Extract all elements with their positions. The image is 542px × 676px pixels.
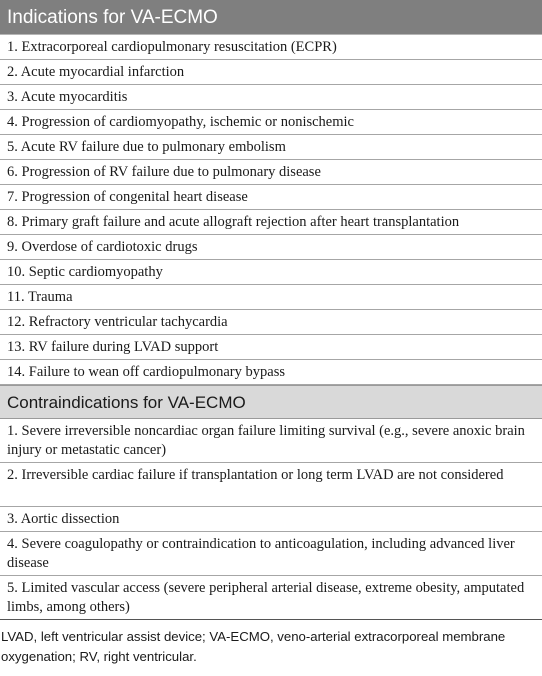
contraindication-row-4: 4. Severe coagulopathy or contraindication to anticoagulation, including advanced liver disease (0, 532, 542, 576)
table-footnote: LVAD, left ventricular assist device; VA-ECMO, veno-arterial extracorporeal membrane oxygenation; RV, right ventricular. (1, 629, 506, 664)
contraindication-row-5: 5. Limited vascular access (severe peripheral arterial disease, extreme obesity, amputated limbs, among others) (0, 576, 542, 620)
indication-row-2: 2. Acute myocardial infarction (0, 60, 542, 85)
indication-row-4: 4. Progression of cardiomyopathy, ischemic or nonischemic (0, 110, 542, 135)
contraindication-row-3: 3. Aortic dissection (0, 507, 542, 532)
indication-row-3: 3. Acute myocarditis (0, 85, 542, 110)
indication-row-10: 10. Septic cardiomyopathy (0, 260, 542, 285)
indication-row-8: 8. Primary graft failure and acute allograft rejection after heart transplantation (0, 210, 542, 235)
indication-row-9: 9. Overdose of cardiotoxic drugs (0, 235, 542, 260)
indication-row-13: 13. RV failure during LVAD support (0, 335, 542, 360)
indication-row-7: 7. Progression of congenital heart disease (0, 185, 542, 210)
indication-row-11: 11. Trauma (0, 285, 542, 310)
indication-row-14: 14. Failure to wean off cardiopulmonary bypass (0, 360, 542, 385)
indication-row-5: 5. Acute RV failure due to pulmonary embolism (0, 135, 542, 160)
contraindications-header: Contraindications for VA-ECMO (0, 385, 542, 419)
indication-row-12: 12. Refractory ventricular tachycardia (0, 310, 542, 335)
indication-row-1: 1. Extracorporeal cardiopulmonary resuscitation (ECPR) (0, 35, 542, 60)
contraindication-row-2: 2. Irreversible cardiac failure if transplantation or long term LVAD are not considered (0, 463, 542, 507)
contraindication-row-1: 1. Severe irreversible noncardiac organ failure limiting survival (e.g., severe anoxic brain injury or metastatic cancer) (0, 419, 542, 463)
indications-header: Indications for VA-ECMO (0, 0, 542, 35)
indication-row-6: 6. Progression of RV failure due to pulmonary disease (0, 160, 542, 185)
